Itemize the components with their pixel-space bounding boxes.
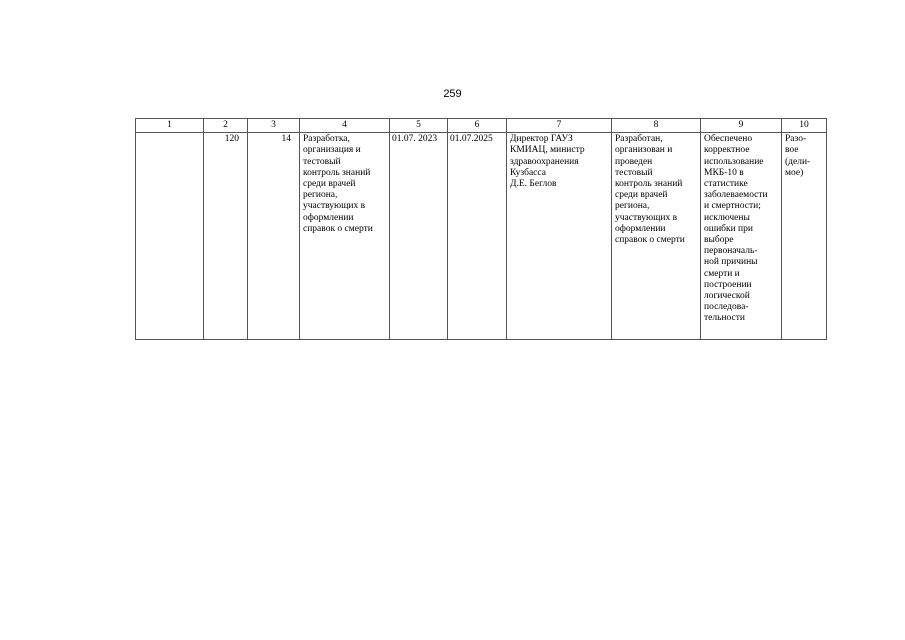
type-line: Разо- [785,134,807,145]
type-line: (дели- [785,156,811,167]
result-line: участвующих в [615,212,678,223]
activity-line: среди врачей [303,179,356,190]
effect-line: выборе [704,235,734,246]
header-col-9: 9 [701,119,782,133]
cell-sub-number: 14 [248,133,300,340]
header-col-8: 8 [612,119,701,133]
effect-line: заболеваемости [704,190,768,201]
cell-responsible [507,133,612,340]
effect-line: Обеспечено [704,134,753,145]
header-col-5: 5 [390,119,448,133]
responsible-line: здравоохранения [510,156,579,167]
effect-line: первоначаль- [704,246,758,257]
header-col-3: 3 [248,119,300,133]
cell-effect [701,133,782,340]
activity-table [135,118,827,340]
effect-line: исключены [704,212,750,223]
responsible-line: Директор ГАУЗ [510,134,573,145]
activity-line: справок о смерти [303,223,373,234]
type-line: вое [785,145,799,156]
header-col-2: 2 [204,119,248,133]
type-line: мое) [785,167,804,178]
page-number: 259 [443,88,462,100]
cell-result [612,133,701,340]
effect-line: логической [704,291,750,302]
effect-line: смерти и [704,268,740,279]
activity-line: Разработка, [303,134,350,145]
cell-activity [300,133,390,340]
activity-line: тестовый [303,156,341,167]
activity-line: региона, [303,190,338,201]
responsible-line: КМИАЦ, министр [510,145,585,156]
table-row [136,133,827,340]
effect-line: построении [704,279,752,290]
result-line: справок о смерти [615,235,685,246]
result-line: организован и [615,145,673,156]
header-col-1: 1 [136,119,204,133]
activity-line: контроль знаний [303,167,371,178]
result-line: оформлении [615,223,666,234]
header-col-10: 10 [782,119,827,133]
result-line: Разработан, [615,134,663,145]
cell-end-date: 01.07.2025 [448,133,507,340]
effect-line: тельности [704,313,745,324]
effect-line: корректное [704,145,750,156]
header-row [136,119,827,133]
result-line: проведен [615,156,653,167]
cell-item-number: 120 [204,133,248,340]
activity-line: оформлении [303,212,354,223]
header-col-6: 6 [448,119,507,133]
responsible-line: Кузбасса [510,167,546,178]
result-line: среди врачей [615,190,668,201]
effect-line: статистике [704,179,748,190]
effect-line: ошибки при [704,223,753,234]
cell-section [136,133,204,340]
header-col-4: 4 [300,119,390,133]
result-line: тестовый [615,167,653,178]
activity-line: организация и [303,145,361,156]
result-line: региона, [615,201,650,212]
activity-line: участвующих в [303,201,366,212]
responsible-line: Д.Е. Беглов [510,179,557,190]
effect-line: последова- [704,302,749,313]
effect-line: МКБ-10 в [704,167,744,178]
header-col-7: 7 [507,119,612,133]
effect-line: использование [704,156,764,167]
cell-start-date: 01.07. 2023 [390,133,448,340]
cell-type [782,133,827,340]
effect-line: ной причины [704,257,758,268]
effect-line: и смертности; [704,201,761,212]
result-line: контроль знаний [615,179,683,190]
